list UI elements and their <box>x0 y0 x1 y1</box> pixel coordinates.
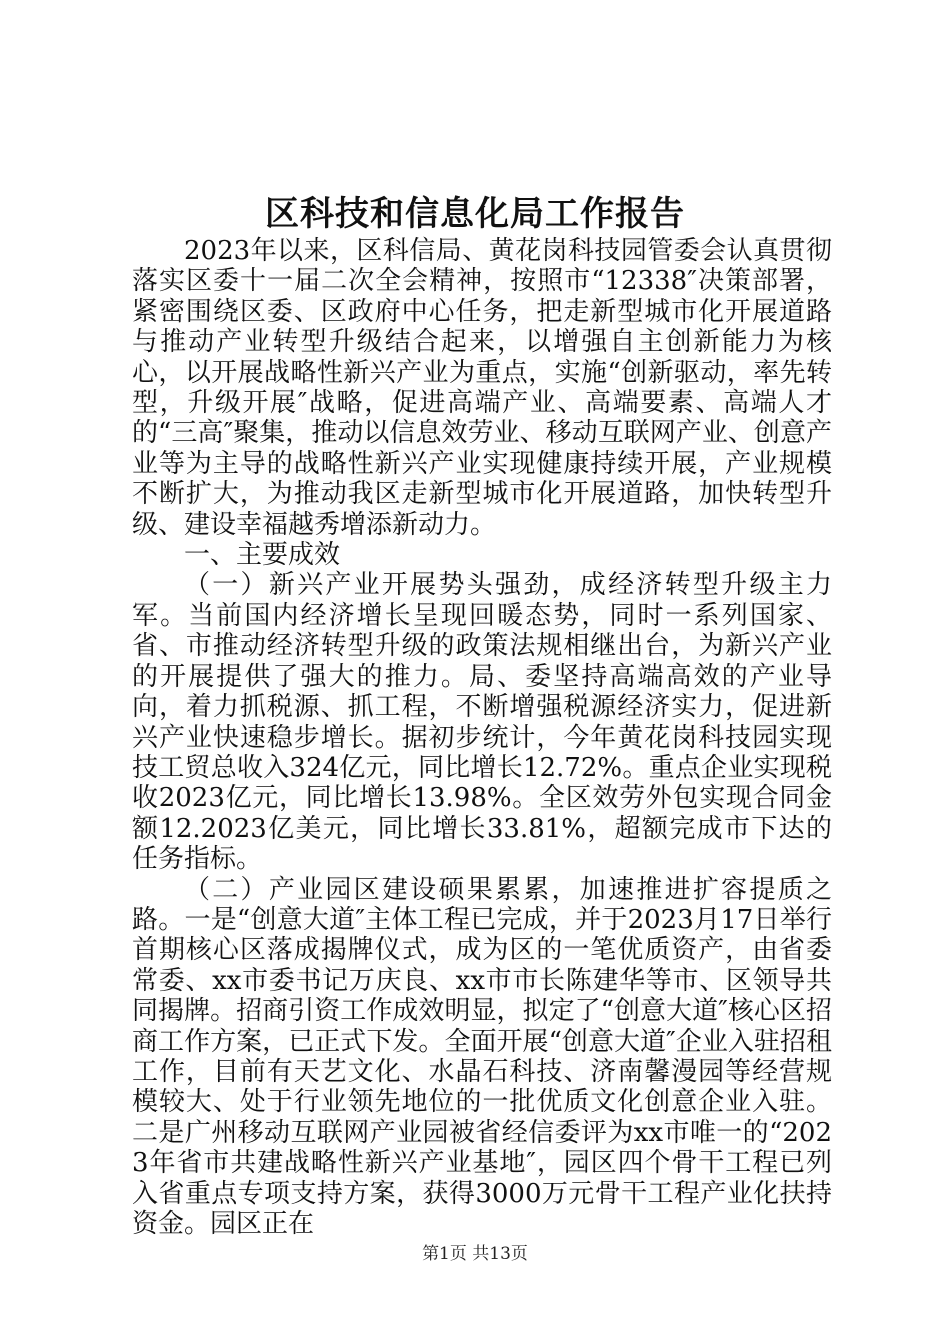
page-number-footer: 第1页 共13页 <box>422 1244 528 1264</box>
paragraph-industrial-parks: （二）产业园区建设硕果累累，加速推进扩容提质之路。一是“创意大道″主体工程已完成，并于2023月17日举行首期核心区落成揭牌仪式，成为区的一笔优质资产，由省委常委、xx市委书记万庆良、xx市市长陈建华等市、区领导共同揭牌。招商引资工作成效明显，拟定了“创意大道″核心区招商工作方案，已正式下发。全面开展“创意大道″企业入驻招租工作，目前有天艺文化、水晶石科技、济南馨漫园等经营规模较大、处于行业领先地位的一批优质文化创意企业入驻。二是广州移动互联网产业园被省经信委评为xx市唯一的“2023年省市共建战略性新兴产业基地″，园区四个骨干工程已列入省重点专项支持方案，获得3000万元骨干工程产业化扶持资金。园区正在 <box>132 874 832 1239</box>
paragraph-intro: 2023年以来，区科信局、黄花岗科技园管委会认真贯彻落实区委十一届二次全会精神，按照市“12338″决策部署，紧密围绕区委、区政府中心任务，把走新型城市化开展道路与推动产业转型升级结合起来，以增强自主创新能力为核心，以开展战略性新兴产业为重点，实施“创新驱动，率先转型，升级开展″战略，促进高端产业、高端要素、高端人才的“三高″聚集，推动以信息效劳业、移动互联网产业、创意产业等为主导的战略性新兴产业实现健康持续开展，产业规模不断扩大，为推动我区走新型城市化开展道路，加快转型升级、建设幸福越秀增添新动力。 <box>132 236 832 540</box>
section-heading-main-results: 一、主要成效 <box>184 540 341 571</box>
paragraph-emerging-industries: （一）新兴产业开展势头强劲，成经济转型升级主力军。当前国内经济增长呈现回暖态势，同时一系列国家、省、市推动经济转型升级的政策法规相继出台，为新兴产业的开展提供了强大的推力。局、委坚持高端高效的产业导向，着力抓税源、抓工程，不断增强税源经济实力，促进新兴产业快速稳步增长。据初步统计，今年黄花岗科技园实现技工贸总收入324亿元，同比增长12.72%。重点企业实现税收2023亿元，同比增长13.98%。全区效劳外包实现合同金额12.2023亿美元，同比增长33.81%，超额完成市下达的任务指标。 <box>132 570 832 875</box>
document-title: 区科技和信息化局工作报告 <box>265 194 685 234</box>
document-body <box>132 236 832 1239</box>
